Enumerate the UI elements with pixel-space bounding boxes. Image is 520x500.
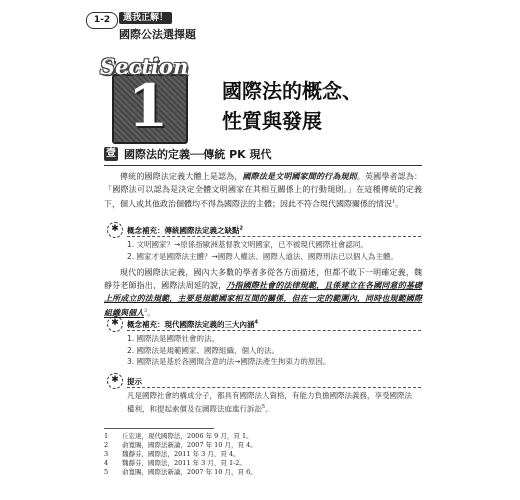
para2-text-1: 現代的國際法定義，國內大多數的學者多從各方面描述，但都不敢下一明確定義，魏靜芬老師指出，國際法周延的說， <box>104 268 422 290</box>
footnote-ref-5: 5 <box>262 403 266 410</box>
footnote-item <box>104 432 257 441</box>
heading-badge: 壹 <box>106 148 116 159</box>
para2-emphasis: 乃指國際社會的法律規範，且係建立在各國同意的基礎上所成立的法規範，主要是規範國家相互間的關係，但在一定的範圍內，同時也規範國際組織與個人 <box>104 280 423 318</box>
para1-emphasis: 國際法是文明國家間的行為規則 <box>242 171 357 181</box>
concept-box-2-list <box>127 333 421 368</box>
footnote-ref-4: 4 <box>254 319 258 326</box>
list-item: 1. 國際法是國際社會的法。 <box>127 334 220 343</box>
header-tagline: 選我正解！ <box>119 12 172 24</box>
footnote-ref-2: 2 <box>239 225 243 232</box>
footnote-item <box>104 459 257 468</box>
footnote-item <box>104 441 257 450</box>
footnote-text: 俞寬賜，國際法新論，2007 年 10 月，頁 4。 <box>122 441 257 449</box>
tip-end: 。 <box>265 404 273 413</box>
footnote-number: 1 <box>104 432 109 440</box>
tip-text <box>127 390 417 415</box>
footnote-number: 3 <box>104 450 109 458</box>
footnote-ref-1: 1 <box>392 199 396 205</box>
list-item: 2. 國際法是規範國家、國際組織、個人的法。 <box>127 345 280 355</box>
list-item: 3. 國際法是基於各國間合意的法→國際法產生拘束力的原因。 <box>127 357 331 366</box>
footnote-text: 魏靜芬，國際法，2011 年 3 月，頁 4。 <box>122 450 240 458</box>
footnote-item <box>104 450 257 459</box>
concept-box-2-title <box>127 319 258 330</box>
para1-text-3: 。 <box>395 199 404 209</box>
lightbulb-icon: ✱ <box>107 316 123 332</box>
footnote-list <box>104 432 257 477</box>
tip-divider <box>127 387 421 388</box>
chapter-title-line2: 性質與發展 <box>222 109 322 133</box>
lightbulb-icon: ✱ <box>107 222 123 238</box>
footnote-text: 俞寬賜，國際法新論，2007 年 10 月，頁 6。 <box>122 468 257 476</box>
paragraph-traditional-definition <box>104 170 422 211</box>
section-word: Section <box>100 54 189 79</box>
tip-body: 凡是國際社會的構成分子，都具有國際法人資格，有能力負擔國際法義務，享受國際法權利，和提起索償及在國際法庭進行訴訟 <box>127 391 412 413</box>
list-item: 1. 文明國家？→原係指歐洲基督教文明國家，已不被現代國際社會認同。 <box>127 240 368 249</box>
footnote-number: 5 <box>104 468 109 476</box>
heading-rule <box>104 165 422 166</box>
concept-box-1-title <box>127 225 243 236</box>
footnote-number: 4 <box>104 459 109 467</box>
chapter-title <box>222 76 422 136</box>
footnote-text: 魏靜芬，國際法，2011 年 3 月，頁 1-2。 <box>122 459 246 467</box>
footnote-rule <box>104 428 214 429</box>
header-title: 國際公法選擇題 <box>119 28 196 41</box>
heading-text: 國際法的定義──傳統 PK 現代 <box>124 148 272 161</box>
concept-box-1-list <box>127 239 421 262</box>
chapter-title-line1: 國際法的概念、 <box>222 79 362 103</box>
section-number: 1 <box>127 72 169 140</box>
footnote-text: 丘宏達，現代國際法，2006 年 9 月，頁 1。 <box>122 432 253 440</box>
para1-text-1: 傳統的國際法定義大體上是認為， <box>120 172 243 181</box>
para2-text-2: 。 <box>147 308 156 318</box>
concept-box-1-divider <box>127 236 421 237</box>
concept-box-1-title-text: 概念補充：傳統國際法定義之缺點 <box>127 226 240 235</box>
footnote-item <box>104 468 257 477</box>
tip-title: 提示 <box>127 377 142 386</box>
footnote-number: 2 <box>104 441 109 449</box>
para1-text-2: 。英國學者認為：「國際法可以認為是決定全體文明國家在其相互關係上的行動規則。」在這種傳統的定義下，個人或其他政治個體均不得為國際法的主體；因此不符合現代國際關係的情況 <box>104 172 423 209</box>
concept-box-2-title-text: 概念補充：現代國際法定義的三大內涵 <box>127 320 255 329</box>
list-item: 2. 國家才是國際法主體？→國際人權法、國際人道法、國際刑法已以個人為主體。 <box>127 251 398 261</box>
paragraph-modern-definition <box>104 266 422 320</box>
concept-box-2-divider <box>127 330 421 331</box>
lightbulb-icon: ✱ <box>107 373 123 389</box>
page-number: 1-2 <box>86 12 118 29</box>
footnote-ref-3: 3 <box>144 308 148 314</box>
